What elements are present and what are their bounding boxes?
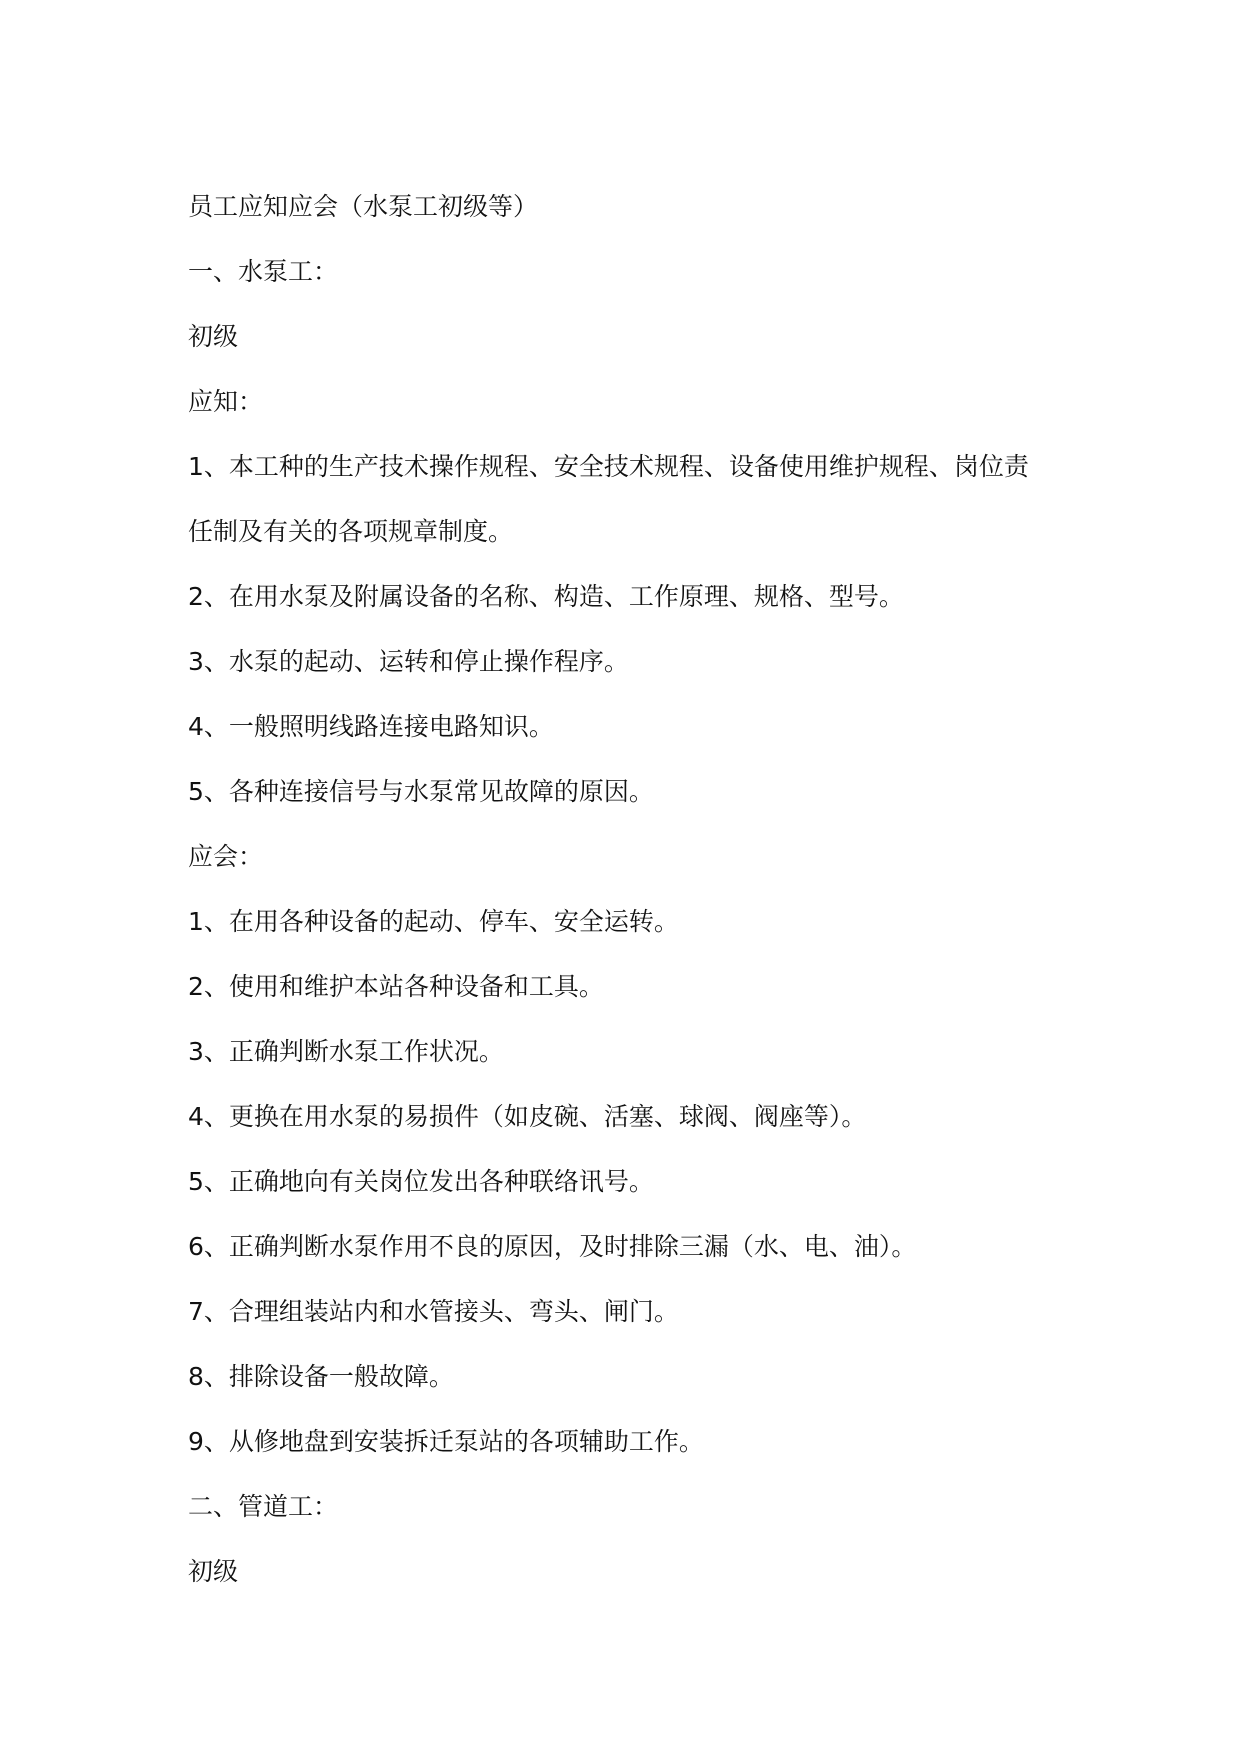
- know-item: 5、各种连接信号与水泵常见故障的原因。: [188, 777, 654, 806]
- know-heading: 应知：: [188, 387, 264, 416]
- skill-item: 3、正确判断水泵工作状况。: [188, 1037, 504, 1066]
- skill-item: 8、排除设备一般故障。: [188, 1362, 454, 1391]
- know-item: 4、一般照明线路连接电路知识。: [188, 712, 554, 741]
- know-item: 1、本工种的生产技术操作规程、安全技术规程、设备使用维护规程、岗位责: [188, 452, 1029, 481]
- skill-item: 2、使用和维护本站各种设备和工具。: [188, 972, 604, 1001]
- skill-item: 9、从修地盘到安装拆迁泵站的各项辅助工作。: [188, 1427, 704, 1456]
- level-label: 初级: [188, 1557, 239, 1586]
- know-item: 任制及有关的各项规章制度。: [188, 517, 514, 546]
- skill-item: 7、合理组装站内和水管接头、弯头、闸门。: [188, 1297, 679, 1326]
- know-item: 2、在用水泵及附属设备的名称、构造、工作原理、规格、型号。: [188, 582, 904, 611]
- skill-item: 6、正确判断水泵作用不良的原因，及时排除三漏（水、电、油）。: [188, 1232, 917, 1261]
- skill-item: 4、更换在用水泵的易损件（如皮碗、活塞、球阀、阀座等）。: [188, 1102, 867, 1131]
- level-label: 初级: [188, 322, 239, 351]
- section-heading-pump-worker: 一、水泵工：: [188, 257, 339, 286]
- document-title: 员工应知应会（水泵工初级等）: [188, 192, 539, 221]
- section-heading-pipe-worker: 二、管道工：: [188, 1492, 339, 1521]
- know-item: 3、水泵的起动、运转和停止操作程序。: [188, 647, 629, 676]
- skill-item: 5、正确地向有关岗位发出各种联络讯号。: [188, 1167, 654, 1196]
- skill-heading: 应会：: [188, 842, 264, 871]
- document-page: [188, 174, 1068, 1604]
- skill-item: 1、在用各种设备的起动、停车、安全运转。: [188, 907, 679, 936]
